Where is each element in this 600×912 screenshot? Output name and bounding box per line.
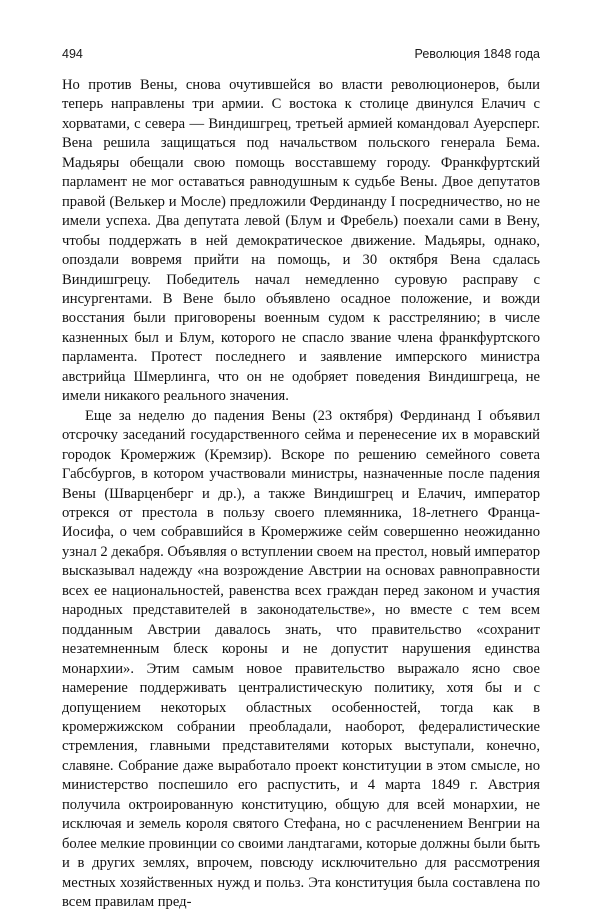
- body-text: [62, 76, 540, 912]
- paragraph-1: Но против Вены, снова очутившейся во власти революционеров, были теперь направлены три армии. С востока к столице двинулся Елачич с хорватами, с севера — Виндишгрец, третьей армией командовал Ауерсперг. Вена решила защищаться под начальством польского генерала Бема. Мадьяры обещали свою помощь восставшему городу. Франкфуртский парламент не мог оставаться равнодушным к судьбе Вены. Двое депутатов правой (Велькер и Мосле) предложили Фердинанду I посредничество, но не имели успеха. Два депутата левой (Блум и Фребель) поехали сами в Вену, чтобы поддержать в ней демократическое движение. Мадьяры, однако, опоздали вовремя прийти на помощь, и 30 октября Вена сдалась Виндишгрецу. Победитель начал немедленно суровую расправу с инсургентами. В Вене было объявлено осадное положение, и вожди восстания были приговорены военным судом к расстрелянию; в числе казненных был и Блум, которого не спасло звание члена франкфуртского парламента. Протест последнего и заявление имперского министра австрийца Шмерлинга, что он не одобряет поведения Виндишгреца, не имели никакого реального значения.: [62, 77, 540, 405]
- paragraph-2: Еще за неделю до падения Вены (23 октября) Фердинанд I объявил отсрочку заседаний государственного сейма и перенесение их в моравский городок Кромержиж (Кремзир). Вскоре по решению семейного совета Габсбургов, в котором участвовали министры, назначенные после падения Вены (Шварценберг и др.), а также Виндишгрец и Елачич, император отрекся от престола в пользу своего племянника, 18-летнего Франца-Иосифа, о чем собравшийся в Кромержиже сейм совершенно неожиданно узнал 2 декабря. Объявляя о вступлении своем на престол, новый император высказывал надежду «на возрождение Австрии на основах равноправности всех ее национальностей, равенства всех граждан перед законом и участия народных представителей в законодательстве», но вместе с тем всем подданным Австрии давалось знать, что правительство «сохранит незатемненным блеск короны и не допустит нарушения единства монархии». Этим самым новое правительство выражало ясно свое намерение поддерживать централистическую политику, хотя бы и с допущением некоторых областных особенностей, тогда как в кромержижском собрании преобладали, наоборот, федералистические стремления, главными представителями которых выступали, конечно, славяне. Собрание даже выработало проект конституции в этом смысле, но министерство поспешило его распустить, и 4 марта 1849 г. Австрия получила октроированную конституцию, общую для всей монархии, не исключая и земель короля святого Стефана, но с расчленением Венгрии на более мелкие провинции со своими ландтагами, которые должны были быть и в других землях, впрочем, повсюду исключительно для рассмотрения местных хозяйственных нужд и польз. Эта конституция была составлена по всем правилам пред-: [62, 407, 540, 911]
- page-number: 494: [62, 47, 83, 61]
- running-head: [62, 47, 540, 65]
- running-section-title: Революция 1848 года: [414, 47, 540, 61]
